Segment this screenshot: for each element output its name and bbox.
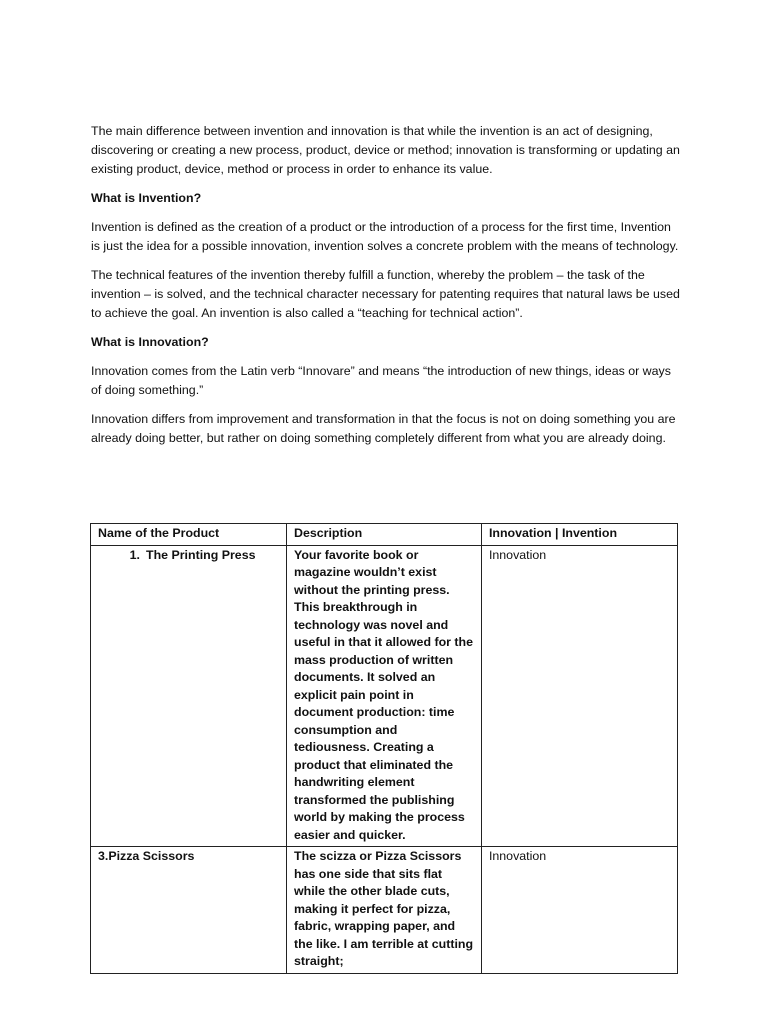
heading-what-is-innovation: What is Innovation? <box>91 335 209 349</box>
innovation-difference-paragraph: Innovation differs from improvement and transformation in that the focus is not on doing something you are already doing better, but rather on doing something completely different from what you are already doing. <box>91 412 676 445</box>
table-header-row <box>91 524 678 546</box>
product-description-cell: Your favorite book or magazine wouldn’t exist without the printing press. This breakthrough in technology was novel and useful in that it allowed for the mass production of written documents. It solved an explicit pain point in document production: time consumption and tediousness. Creating a product that eliminated the handwriting element transformed the publishing world by making the process easier and quicker. <box>287 545 482 847</box>
product-type-cell: Innovation <box>481 847 677 974</box>
heading-what-is-invention: What is Invention? <box>91 191 202 205</box>
product-name-cell <box>91 545 287 847</box>
invention-technical-paragraph: The technical features of the invention thereby fulfill a function, whereby the problem – the task of the invention – is solved, and the technical character necessary for patenting requires that natural laws be used to achieve the goal. An invention is also called a “teaching for technical action”. <box>91 268 680 320</box>
product-description-cell: The scizza or Pizza Scissors has one side that sits flat while the other blade cuts, making it perfect for pizza, fabric, wrapping paper, and the like. I am terrible at cutting straight; <box>287 847 482 974</box>
product-name: 3.Pizza Scissors <box>98 849 195 863</box>
product-table <box>90 523 678 974</box>
header-name-of-product: Name of the Product <box>91 524 287 546</box>
product-name-cell <box>91 847 287 974</box>
document-body <box>91 122 681 458</box>
invention-definition-paragraph: Invention is defined as the creation of a product or the introduction of a process for the first time, Invention is just the idea for a possible innovation, invention solves a concrete problem with the means of technology. <box>91 220 679 253</box>
intro-paragraph: The main difference between invention and innovation is that while the invention is an act of designing, discovering or creating a new process, product, device or method; innovation is transforming or updating an existing product, device, method or process in order to enhance its value. <box>91 124 680 176</box>
table-row <box>91 545 678 847</box>
header-innovation-invention: Innovation | Invention <box>481 524 677 546</box>
innovation-definition-paragraph: Innovation comes from the Latin verb “Innovare” and means “the introduction of new things, ideas or ways of doing something.” <box>91 364 671 397</box>
list-number: 1. <box>129 547 140 562</box>
product-name: The Printing Press <box>146 547 256 562</box>
header-description: Description <box>287 524 482 546</box>
product-type-cell: Innovation <box>481 545 677 847</box>
table-row <box>91 847 678 974</box>
